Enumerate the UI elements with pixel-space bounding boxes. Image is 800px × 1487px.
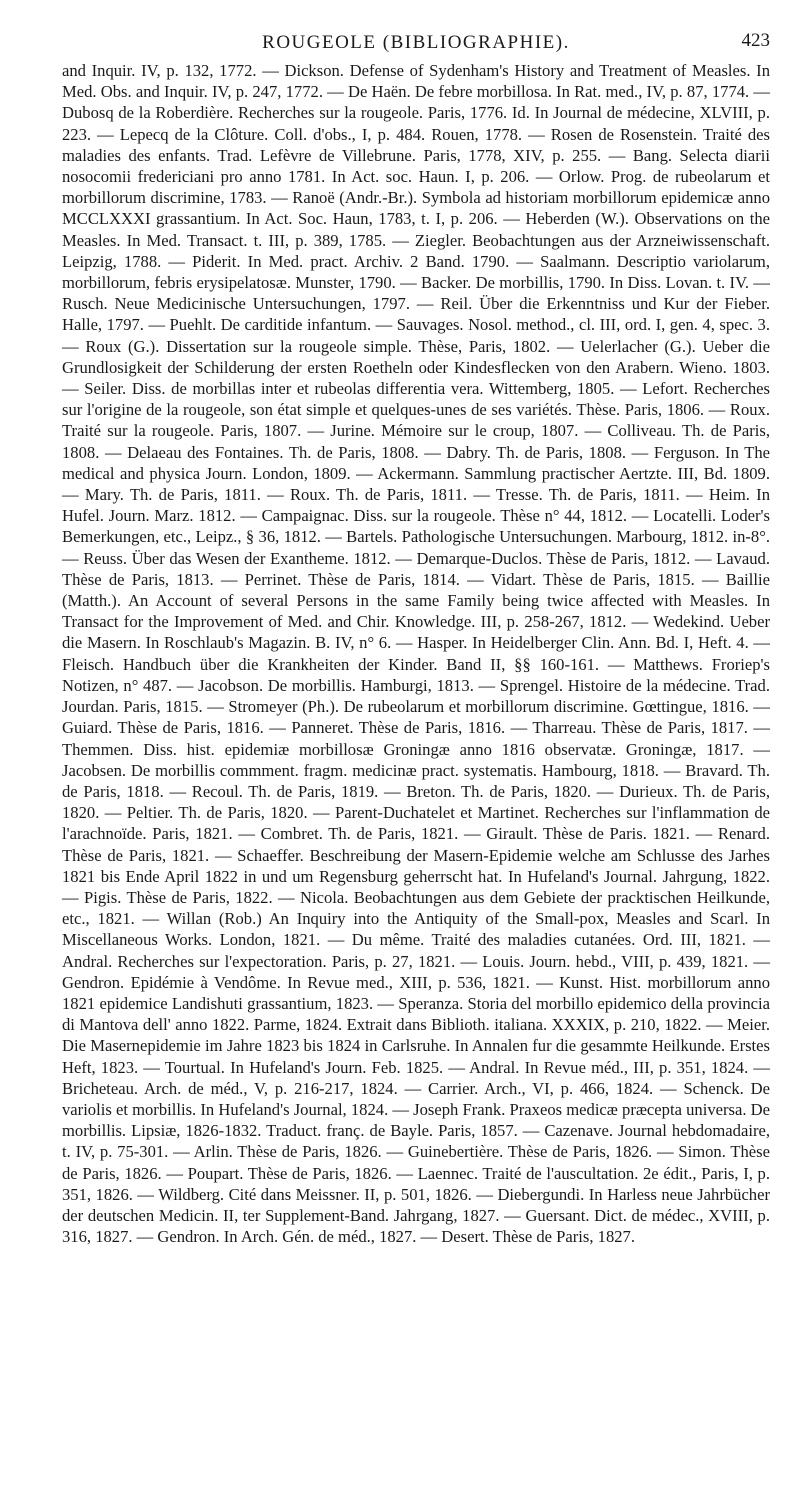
page-number: 423 [741, 30, 770, 51]
running-head [62, 28, 770, 60]
bibliography-text: and Inquir. IV, p. 132, 1772. — Dickson. Defense of Sydenham's History and Treatment of Measles. In Med. Obs. and Inquir. IV, p. 247, 1772. — De Haën. De febre morbillosa. In Rat. med., IV, p. 87, 1774. — Dubosq de la Roberdière. Recherches sur la rougeole. Paris, 1776. Id. In Journal de médecine, XLVIII, p. 223. — Lepecq de la Clôture. Coll. d'obs., I, p. 484. Rouen, 1778. — Rosen de Rosenstein. Traité des maladies des enfants. Trad. Lefèvre de Villebrune. Paris, 1778, XIV, p. 255. — Bang. Selecta diarii nosocomii fredericiani pro anno 1781. In Act. soc. Haun. I, p. 206. — Orlow. Prog. de rubeolarum et morbillorum discrimine, 1783. — Ranoë (Andr.-Br.). Symbola ad historiam morbillorum epidemicæ anno MCCLXXXI grassantium. In Act. Soc. Haun, 1783, t. I, p. 206. — Heberden (W.). Observations on the Measles. In Med. Transact. t. III, p. 389, 1785. — Ziegler. Beobachtungen aus der Arzneiwissenschaft. Leipzig, 1788. — Piderit. In Med. pract. Archiv. 2 Band. 1790. — Saalmann. Descriptio variolarum, morbillorum, febris erysipelatosæ. Munster, 1790. — Backer. De morbillis, 1790. In Diss. Lovan. t. IV. — Rusch. Neue Medicinische Untersuchungen, 1797. — Reil. Über die Erkenntniss und Kur der Fieber. Halle, 1797. — Puehlt. De carditide infantum. — Sauvages. Nosol. method., cl. III, ord. I, gen. 4, spec. 3. — Roux (G.). Dissertation sur la rougeole simple. Thèse, Paris, 1802. — Uelerlacher (G.). Ueber die Grundlosigkeit der Schilderung der ersten Roetheln oder Kindesflecken von den Arabern. Wieno. 1803. — Seiler. Diss. de morbillas inter et rubeolas differentia vera. Wittemberg, 1805. — Lefort. Recherches sur l'origine de la rougeole, son état simple et quelques-unes de ses variétés. Thèse. Paris, 1806. — Roux. Traité sur la rougeole. Paris, 1807. — Jurine. Mémoire sur le croup, 1807. — Colliveau. Th. de Paris, 1808. — Delaeau des Fontaines. Th. de Paris, 1808. — Dabry. Th. de Paris, 1808. — Ferguson. In The medical and physica Journ. London, 1809. — Ackermann. Sammlung practischer Aertzte. III, Bd. 1809. — Mary. Th. de Paris, 1811. — Roux. Th. de Paris, 1811. — Tresse. Th. de Paris, 1811. — Heim. In Hufel. Journ. Marz. 1812. — Campaignac. Diss. sur la rougeole. Thèse n° 44, 1812. — Locatelli. Loder's Bemerkungen, etc., Leipz., § 36, 1812. — Bartels. Pathologische Untersuchungen. Marbourg, 1812. in-8°. — Reuss. Über das Wesen der Exantheme. 1812. — Demarque-Duclos. Thèse de Paris, 1812. — Lavaud. Thèse de Paris, 1813. — Perrinet. Thèse de Paris, 1814. — Vidart. Thèse de Paris, 1815. — Baillie (Matth.). An Account of several Persons in the same Family being twice affected with Measles. In Transact for the Improvement of Med. and Chir. Knowledge. III, p. 258-267, 1812. — Wedekind. Ueber die Masern. In Roschlaub's Magazin. B. IV, n° 6. — Hasper. In Heidelberger Clin. Ann. Bd. I, Heft. 4. — Fleisch. Handbuch über die Krankheiten der Kinder. Band II, §§ 160-161. — Matthews. Froriep's Notizen, n° 487. — Jacobson. De morbillis. Hamburgi, 1813. — Sprengel. Histoire de la médecine. Trad. Jourdan. Paris, 1815. — Stromeyer (Ph.). De rubeolarum et morbillorum discrimine. Gœttingue, 1816. — Guiard. Thèse de Paris, 1816. — Panneret. Thèse de Paris, 1816. — Tharreau. Thèse de Paris, 1817. — Themmen. Diss. hist. epidemiæ morbillosæ Groningæ anno 1816 observatæ. Groningæ, 1817. — Jacobsen. De morbillis commment. fragm. medicinæ pract. systematis. Hambourg, 1818. — Bravard. Th. de Paris, 1818. — Recoul. Th. de Paris, 1819. — Breton. Th. de Paris, 1820. — Durieux. Th. de Paris, 1820. — Peltier. Th. de Paris, 1820. — Parent-Duchatelet et Martinet. Recherches sur l'inflammation de l'arachnoïde. Paris, 1821. — Combret. Th. de Paris, 1821. — Girault. Thèse de Paris. 1821. — Renard. Thèse de Paris, 1821. — Schaeffer. Beschreibung der Masern-Epidemie welche am Schlusse des Jarhes 1821 bis Ende April 1822 in und um Regensburg geherrscht hat. In Hufeland's Journal. Jahrgung, 1822. — Pigis. Thèse de Paris, 1822. — Nicola. Beobachtungen aus dem Gebiete der pracktischen Heilkunde, etc., 1821. — Willan (Rob.) An Inquiry into the Antiquity of the Small-pox, Measles and Scarl. In Miscellaneous Works. London, 1821. — Du même. Traité des maladies cutanées. Ord. III, 1821. — Andral. Recherches sur l'expectoration. Paris, p. 27, 1821. — Louis. Journ. hebd., VIII, p. 439, 1821. — Gendron. Epidémie à Vendôme. In Revue med., XIII, p. 536, 1821. — Kunst. Hist. morbillorum anno 1821 epidemice Landishuti grassantium, 1823. — Speranza. Storia del morbillo epidemico della provincia di Mantova dell' anno 1822. Parme, 1824. Extrait dans Biblioth. italiana. XXXIX, p. 210, 1822. — Meier. Die Masernepidemie im Jahre 1823 bis 1824 in Carlsruhe. In Annalen fur die gesammte Heilkunde. Erstes Heft, 1823. — Tourtual. In Hufeland's Journ. Feb. 1825. — Andral. In Revue méd., III, p. 351, 1824. — Bricheteau. Arch. de méd., V, p. 216-217, 1824. — Carrier. Arch., VI, p. 466, 1824. — Schenck. De variolis et morbillis. In Hufeland's Journal, 1824. — Joseph Frank. Praxeos medicæ præcepta universa. De morbillis. Lipsiæ, 1826-1832. Traduct. franç. de Bayle. Paris, 1857. — Cazenave. Journal hebdomadaire, t. IV, p. 75-301. — Arlin. Thèse de Paris, 1826. — Guinebertière. Thèse de Paris, 1826. — Simon. Thèse de Paris, 1826. — Poupart. Thèse de Paris, 1826. — Laennec. Traité de l'auscultation. 2e édit., Paris, I, p. 351, 1826. — Wildberg. Cité dans Meissner. II, p. 501, 1826. — Diebergundi. In Harless neue Jahrbücher der deutschen Medicin. II, ter Supplement-Band. Jahrgang, 1827. — Guersant. Dict. de médec., XVIII, p. 316, 1827. — Gendron. In Arch. Gén. de méd., 1827. — Desert. Thèse de Paris, 1827. [62, 61, 770, 1247]
running-title: ROUGEOLE (BIBLIOGRAPHIE). [262, 32, 570, 53]
book-page [62, 28, 770, 1247]
